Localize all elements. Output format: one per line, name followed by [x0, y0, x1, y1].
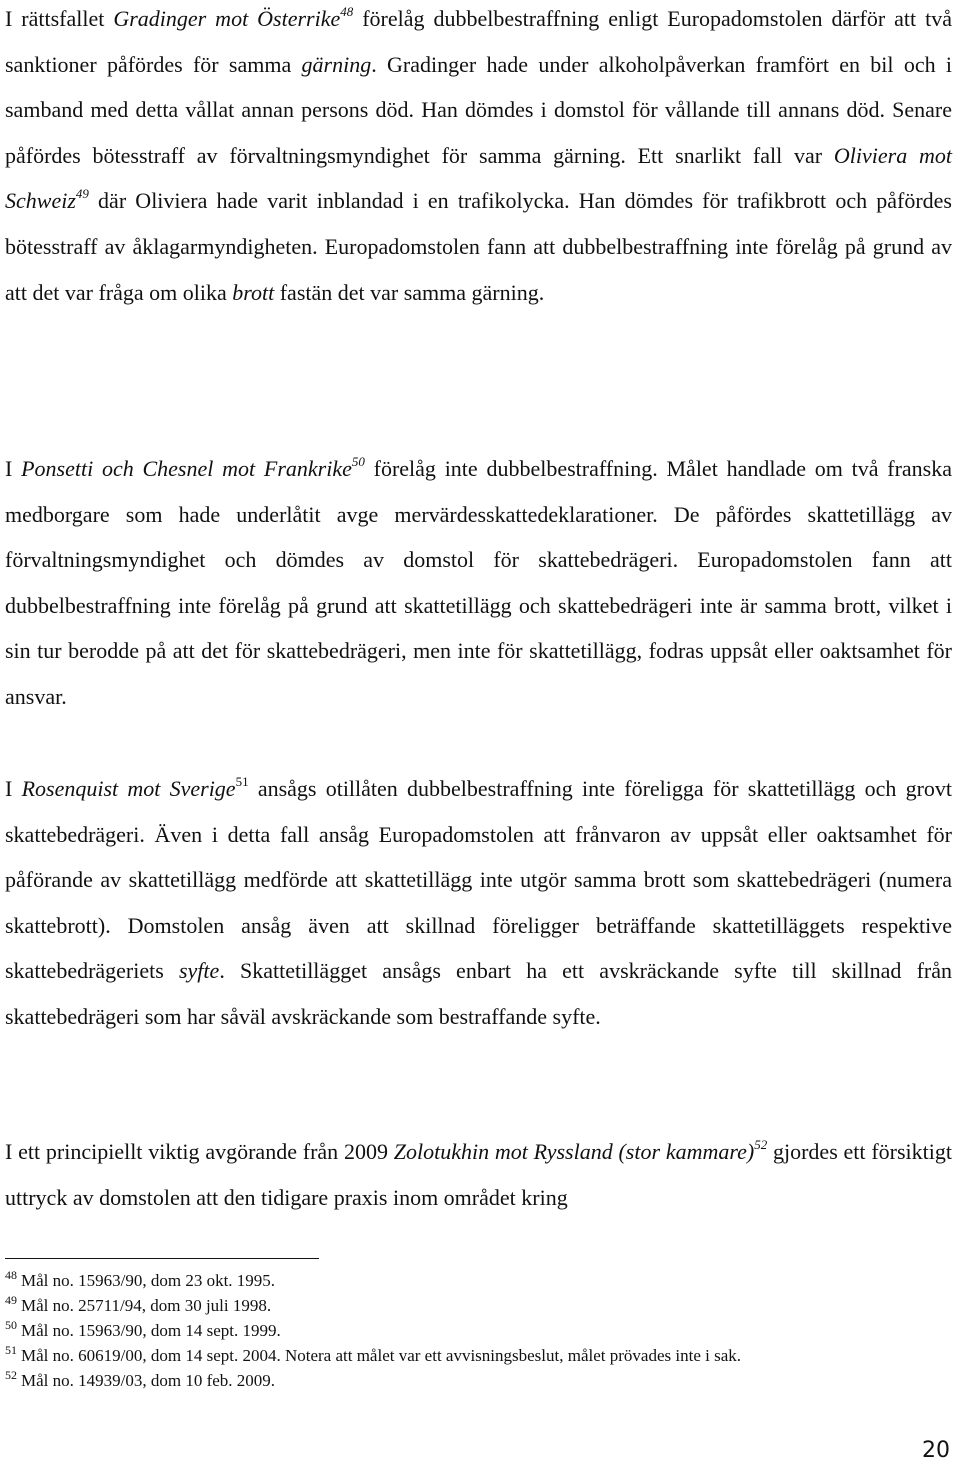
emphasis: brott	[232, 279, 275, 305]
footnote-text: Mål no. 15963/90, dom 23 okt. 1995.	[21, 1271, 276, 1290]
text-run: förelåg inte dubbelbestraffning. Målet handlade om två franska medborgare som hade underlåtit avge mervärdesskattedeklarationer. De påfördes skattetillägg av förvaltningsmyndighet och dömdes av domstol för skattebedrägeri. Europadomstolen fann att dubbelbestraffning inte förelåg på grund att skattetillägg och skattebedrägeri inte är samma brott, vilket i sin tur berodde på att det för skattebedrägeri, men inte för skattetillägg, fodras uppsåt eller oaktsamhet för ansvar.	[5, 456, 953, 709]
text-run: gjordes ett försiktigt uttryck av domstolen att den tidigare praxis inom området kring	[5, 1139, 952, 1210]
footnote-number: 52	[5, 1368, 17, 1382]
paragraph-gradinger	[5, 0, 952, 315]
footnote-number: 49	[5, 1293, 17, 1307]
footnote-ref: 51	[235, 774, 249, 789]
page-number: 20	[922, 1438, 950, 1463]
emphasis: gärning	[301, 51, 372, 77]
paragraph-zolotukhin	[5, 1129, 952, 1220]
case-name: Ponsetti och Chesnel mot Frankrike	[21, 456, 352, 481]
text-run: ansågs otillåten dubbelbestraffning inte föreligga för skattetillägg och grovt skattebedrägeri. Även i detta fall ansåg Europadomstolen att frånvaron av uppsåt eller oaktsamhet för påförande av skattetillägg medförde att skattetillägg inte utgör samma brott som skattebedrägeri (numera skattebrott). Domstolen ansåg även att skillnad föreligger beträffande skattetilläggets respektive skattebedrägeriets	[5, 776, 953, 984]
text-run: I rättsfallet	[5, 6, 114, 31]
text-run: I ett principiellt viktig avgörande från 2009	[5, 1139, 394, 1164]
footnote-text: Mål no. 14939/03, dom 10 feb. 2009.	[21, 1371, 276, 1390]
footnote-number: 50	[5, 1318, 17, 1332]
text-run: . Gradinger hade under alkoholpåverkan framfört en bil och i samband med detta vållat annan persons död. Han dömdes i domstol för vållande till annans död. Senare påfördes bötesstraff av förvaltningsmyndighet för samma gärning. Ett snarlikt fall var	[5, 51, 952, 168]
text-run: fastän det var samma gärning.	[274, 279, 545, 305]
footnote-ref: 49	[75, 186, 89, 202]
text-run: . Skattetillägget ansågs enbart ha ett avskräckande syfte till skillnad från skattebedrägeri som har såväl avskräckande som bestraffande syfte.	[5, 958, 952, 1029]
text-run: där Oliviera hade varit inblandad i en trafikolycka. Han dömdes för trafikbrott och påfördes bötesstraff av åklagarmyndigheten.	[5, 188, 952, 259]
text-run: Europadomstolen fann att dubbelbestraffning inte förelåg på grund av att det var fråga om olika	[5, 233, 952, 305]
footnote	[5, 1293, 952, 1318]
text-run: I	[5, 456, 22, 481]
footnote-text: Mål no. 15963/90, dom 14 sept. 1999.	[21, 1321, 281, 1340]
text-run: I	[5, 776, 22, 801]
footnote-number: 48	[5, 1268, 17, 1282]
footnote-ref: 48	[340, 4, 354, 19]
case-name: Rosenquist mot Sverige	[21, 776, 236, 801]
footnote-list	[5, 1268, 952, 1393]
case-name: Zolotukhin mot Ryssland (stor kammare)	[393, 1139, 755, 1164]
footnote-ref: 52	[754, 1137, 768, 1152]
footnote-text: Mål no. 60619/00, dom 14 sept. 2004. Notera att målet var ett avvisningsbeslut, målet prövades inte i sak.	[21, 1346, 742, 1365]
footnote-text: Mål no. 25711/94, dom 30 juli 1998.	[21, 1296, 272, 1315]
paragraph-ponsetti	[5, 446, 952, 720]
footnote-number: 51	[5, 1343, 17, 1357]
footnote	[5, 1318, 952, 1343]
footnote	[5, 1343, 952, 1368]
footnote	[5, 1368, 952, 1393]
case-name: Gradinger mot Österrike	[113, 6, 341, 31]
emphasis: syfte	[178, 958, 220, 984]
text-run: förelåg dubbelbestraffning enligt Europadomstolen därför att två sanktioner påfördes för samma	[5, 6, 952, 77]
footnote-separator	[5, 1258, 319, 1259]
footnote	[5, 1268, 952, 1293]
case-name: Oliviera mot Schweiz	[5, 142, 952, 214]
footnote-ref: 50	[351, 454, 365, 469]
paragraph-rosenquist	[5, 766, 952, 1040]
